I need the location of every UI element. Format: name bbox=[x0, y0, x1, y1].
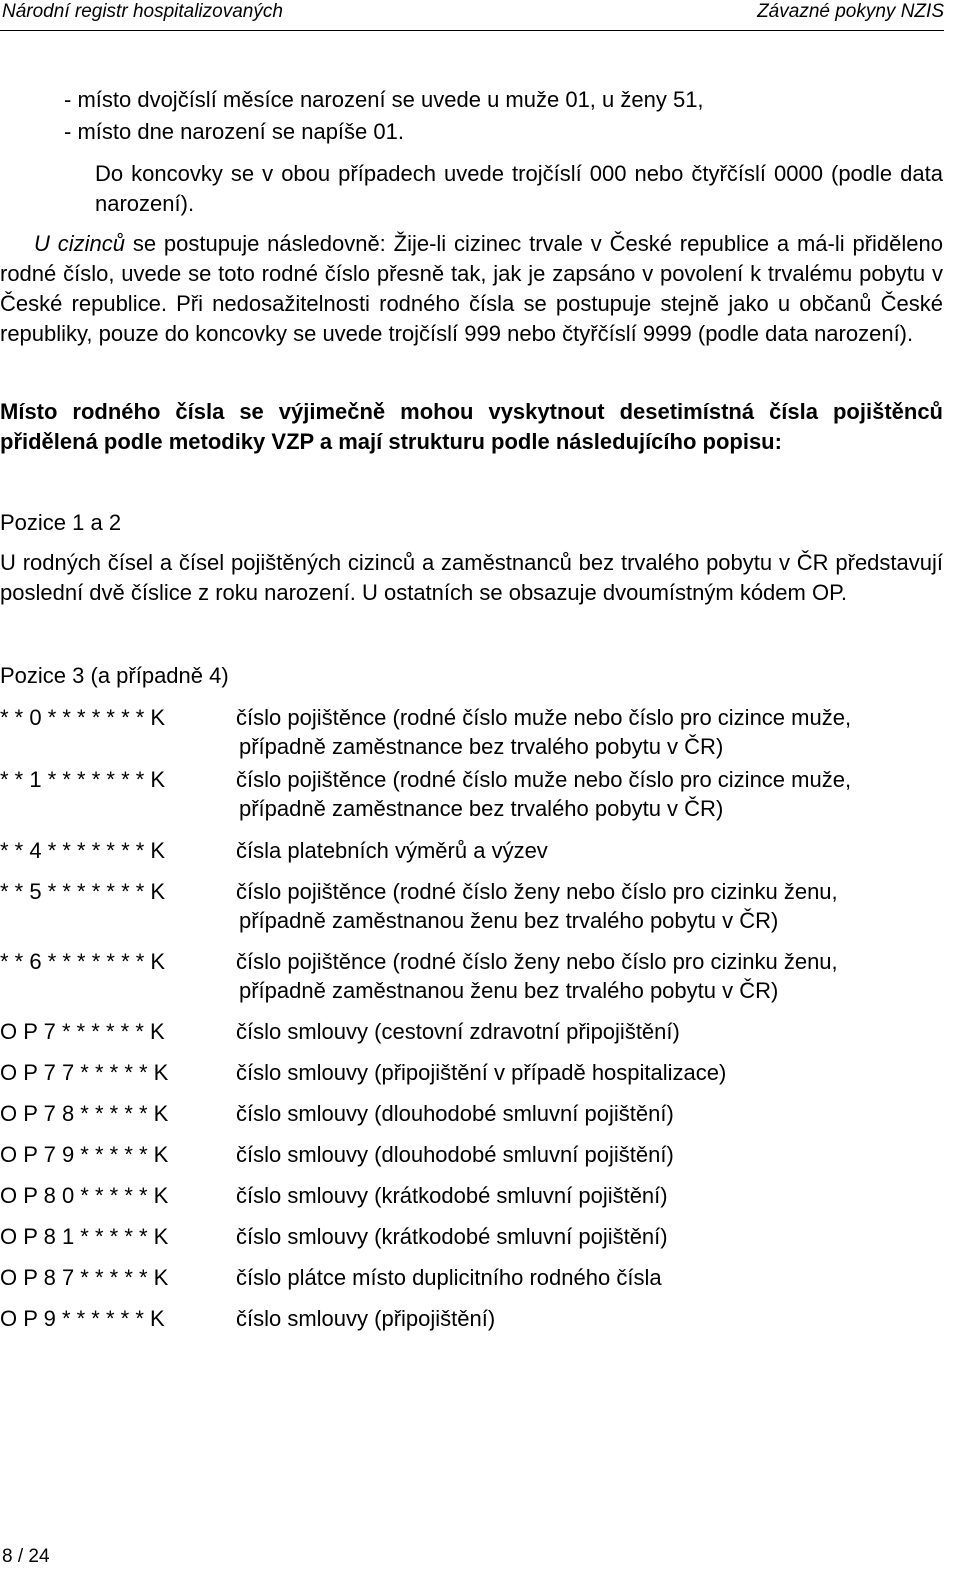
code-pattern: * * 5 * * * * * * * K bbox=[0, 879, 166, 904]
code-row bbox=[0, 836, 944, 877]
code-description: číslo smlouvy (připojištění) bbox=[236, 1306, 496, 1331]
code-pattern: * * 1 * * * * * * * K bbox=[0, 767, 166, 792]
code-row bbox=[0, 1181, 944, 1222]
code-description: číslo smlouvy (krátkodobé smluvní pojištění) bbox=[236, 1224, 668, 1249]
code-pattern: O P 8 7 * * * * * K bbox=[0, 1265, 169, 1290]
code-row bbox=[0, 877, 944, 947]
code-description: číslo smlouvy (krátkodobé smluvní pojištění) bbox=[236, 1183, 668, 1208]
code-description: číslo smlouvy (dlouhodobé smluvní pojištění) bbox=[236, 1101, 674, 1126]
code-row bbox=[0, 1140, 944, 1181]
code-pattern: O P 7 8 * * * * * K bbox=[0, 1101, 169, 1126]
code-pattern: O P 7 * * * * * * K bbox=[0, 1019, 165, 1044]
code-pattern: O P 8 0 * * * * * K bbox=[0, 1183, 169, 1208]
code-pattern: O P 7 9 * * * * * K bbox=[0, 1142, 169, 1167]
code-description: číslo pojištěnce (rodné číslo ženy nebo číslo pro cizinku ženu, případně zaměstnanou ženu bez trvalého pobytu v ČR) bbox=[236, 949, 838, 1003]
header-title-left: Národní registr hospitalizovaných bbox=[2, 1, 283, 22]
bullet-list bbox=[64, 84, 704, 148]
section-heading-positions-1-2: Pozice 1 a 2 bbox=[0, 510, 122, 535]
code-row bbox=[0, 947, 944, 1017]
list-item: - místo dne narození se napíše 01. bbox=[64, 119, 404, 144]
code-description: číslo smlouvy (dlouhodobé smluvní pojištění) bbox=[236, 1142, 674, 1167]
code-pattern: O P 7 7 * * * * * K bbox=[0, 1060, 169, 1085]
code-row bbox=[0, 765, 944, 836]
code-description: číslo plátce místo duplicitního rodného čísla bbox=[236, 1265, 662, 1290]
page-header bbox=[0, 0, 944, 31]
code-row bbox=[0, 1099, 944, 1140]
paragraph-foreigners bbox=[0, 229, 943, 349]
code-row bbox=[0, 1058, 944, 1099]
code-row bbox=[0, 703, 944, 765]
code-pattern: O P 8 1 * * * * * K bbox=[0, 1224, 169, 1249]
section-heading-positions-3-4: Pozice 3 (a případně 4) bbox=[0, 663, 229, 688]
page-number: 8 / 24 bbox=[2, 1546, 50, 1567]
code-row bbox=[0, 1222, 944, 1263]
code-pattern: * * 4 * * * * * * * K bbox=[0, 838, 166, 863]
list-item: - místo dvojčíslí měsíce narození se uvede u muže 01, u ženy 51, bbox=[64, 87, 704, 112]
code-description: číslo pojištěnce (rodné číslo ženy nebo číslo pro cizinku ženu, případně zaměstnanou ženu bez trvalého pobytu v ČR) bbox=[236, 879, 838, 933]
code-row bbox=[0, 1263, 944, 1304]
code-row bbox=[0, 1017, 944, 1058]
code-description: číslo pojištěnce (rodné číslo muže nebo číslo pro cizince muže, případně zaměstnance bez trvalého pobytu v ČR) bbox=[236, 705, 852, 759]
code-description: číslo smlouvy (připojištění v případě hospitalizace) bbox=[236, 1060, 727, 1085]
code-description: číslo smlouvy (cestovní zdravotní připojištění) bbox=[236, 1019, 680, 1044]
paragraph-text: se postupuje následovně: Žije-li cizinec trvale v České republice a má-li přiděleno rodné číslo, uvede se toto rodné číslo přesně tak, jak je zapsáno v povolení k trvalému pobytu v České republice. Při nedosažitelnosti rodného čísla se postupuje stejně jako u občanů České republiky, pouze do koncovky se uvede trojčíslí 999 nebo čtyřčíslí 9999 (podle data narození). bbox=[0, 231, 943, 346]
code-row bbox=[0, 1304, 944, 1345]
code-description: čísla platebních výměrů a výzev bbox=[236, 838, 548, 863]
header-title-right: Závazné pokyny NZIS bbox=[757, 1, 944, 22]
code-pattern: O P 9 * * * * * * K bbox=[0, 1306, 165, 1331]
paragraph-positions-1-2: U rodných čísel a čísel pojištěných cizinců a zaměstnanců bez trvalého pobytu v ČR představují poslední dvě číslice z roku narození. U ostatních se obsazuje dvoumístným kódem OP. bbox=[0, 550, 943, 605]
emphasis-text: U cizinců bbox=[34, 231, 125, 256]
code-pattern: * * 6 * * * * * * * K bbox=[0, 949, 166, 974]
paragraph-bold-note: Místo rodného čísla se výjimečně mohou vyskytnout desetimístná čísla pojištěnců přidělená podle metodiky VZP a mají strukturu podle následujícího popisu: bbox=[0, 399, 943, 454]
code-description: číslo pojištěnce (rodné číslo muže nebo číslo pro cizince muže, případně zaměstnance bez trvalého pobytu v ČR) bbox=[236, 767, 852, 821]
paragraph-suffix: Do koncovky se v obou případech uvede trojčíslí 000 nebo čtyřčíslí 0000 (podle data narození). bbox=[95, 161, 943, 216]
code-pattern: * * 0 * * * * * * * K bbox=[0, 705, 166, 730]
code-list bbox=[0, 703, 944, 1345]
